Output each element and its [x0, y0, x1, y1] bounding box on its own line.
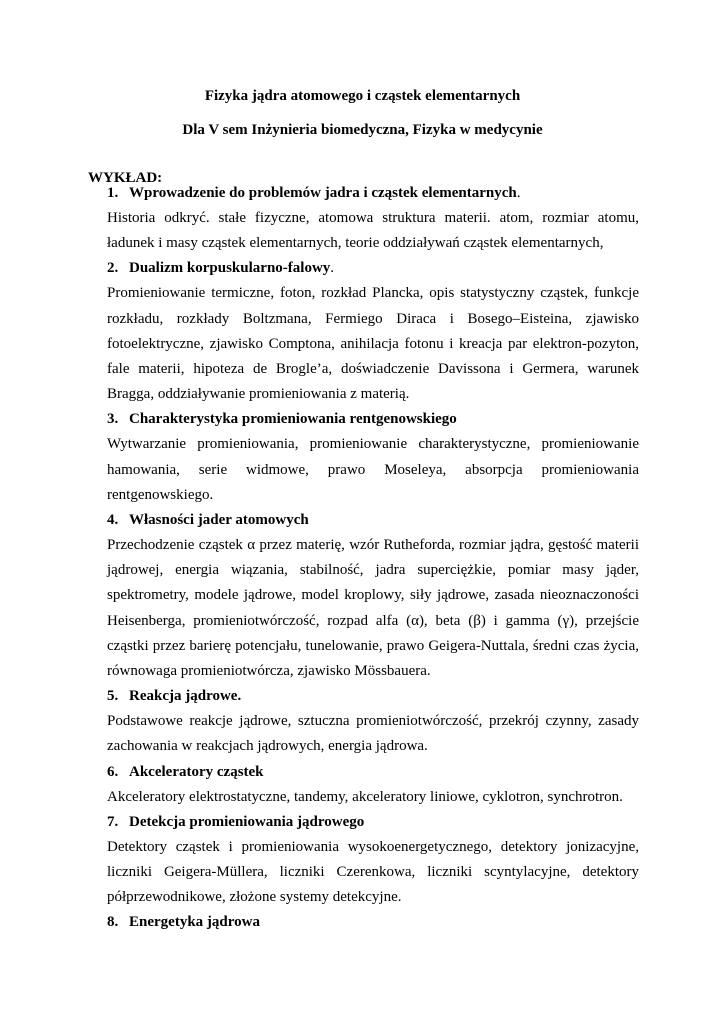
lecture-item-body: Historia odkryć. stałe fizyczne, atomowa struktura materii. atom, rozmiar atomu, ładunek i masy cząstek elementarnych, teorie oddziaływań cząstek elementarnych, — [107, 210, 639, 252]
lecture-item-title: Dualizm korpuskularno-falowy — [129, 260, 331, 277]
lecture-item-title: Detekcja promieniowania jądrowego — [129, 813, 365, 830]
lecture-item — [107, 508, 639, 684]
lecture-item-title: Reakcja jądrowe. — [129, 688, 242, 705]
lecture-item-heading — [107, 684, 639, 709]
lecture-item-title: Wprowadzenie do problemów jadra i cząstek elementarnych — [129, 185, 517, 201]
lecture-item — [107, 256, 639, 407]
lecture-item-number: 8. — [107, 914, 119, 931]
section-label: WYKŁAD: — [88, 170, 163, 186]
lecture-item-title-trail: . — [330, 260, 335, 277]
lecture-item-body: Przechodzenie cząstek α przez materię, wzór Rutheforda, rozmiar jądra, gęstość materii jądrowej, energia wiązania, stabilność, jadra superciężkie, pomiar masy jąder, spektrometry, modele jądrowe, model kroplowy, siły jądrowe, zasada nieoznaczoności Heisenberga, promieniotwórczość, rozpad alfa (α), beta (β) i gamma (γ), przejście cząstki przez barierę potencjału, tunelowanie, prawo Geigera-Nuttala, średni czas życia, równowaga promieniotwórcza, zjawisko Mössbauera. — [107, 537, 639, 680]
lecture-item — [107, 684, 639, 759]
lecture-item-heading — [107, 810, 639, 835]
lecture-item-body: Wytwarzanie promieniowania, promieniowanie charakterystyczne, promieniowanie hamowania, serie widmowe, prawo Moseleya, absorpcja promieniowania rentgenowskiego. — [107, 436, 639, 503]
lecture-item-number: 7. — [107, 813, 119, 830]
lecture-item — [107, 760, 639, 810]
lecture-item-title: Energetyka jądrowa — [129, 914, 260, 931]
lecture-item — [107, 810, 639, 911]
lecture-item-heading — [107, 256, 639, 281]
lecture-item — [107, 407, 639, 508]
lecture-list — [107, 181, 639, 935]
lecture-item-number: 6. — [107, 763, 119, 780]
lecture-item-heading — [107, 760, 639, 785]
lecture-item-heading — [107, 910, 639, 935]
lecture-item-number: 2. — [107, 260, 119, 277]
lecture-item-number: 5. — [107, 688, 119, 705]
lecture-item-heading — [107, 181, 639, 206]
lecture-item-title: Własności jader atomowych — [129, 512, 309, 529]
lecture-item — [107, 181, 639, 256]
lecture-item-body: Promieniowanie termiczne, foton, rozkład Plancka, opis statystyczny cząstek, funkcje rozkładu, rozkłady Boltzmana, Fermiego Diraca i Bosego–Eisteina, zjawisko fotoelektryczne, zjawisko Comptona, anihilacja fotonu i kreacja par elektron-pozyton, fale materii, hipoteza de Brogle’a, doświadczenie Davissona i Germera, warunek Bragga, oddziaływanie promieniowania z materią. — [107, 285, 639, 403]
lecture-item-body: Detektory cząstek i promieniowania wysokoenergetycznego, detektory jonizacyjne, liczniki Geigera-Müllera, liczniki Czerenkowa, liczniki scyntylacyjne, detektory półprzewodnikowe, złożone systemy detekcyjne. — [107, 838, 639, 906]
lecture-item-number: 1. — [107, 185, 119, 201]
lecture-item-title-trail: . — [516, 185, 521, 201]
lecture-item-title: Charakterystyka promieniowania rentgenowskiego — [129, 411, 457, 428]
document-title: Fizyka jądra atomowego i cząstek elementarnych — [204, 88, 521, 104]
lecture-item-body: Akceleratory elektrostatyczne, tandemy, akceleratory liniowe, cyklotron, synchrotron. — [107, 788, 623, 805]
lecture-item-number: 4. — [107, 512, 119, 529]
lecture-item-number: 3. — [107, 411, 119, 428]
lecture-item-body: Podstawowe reakcje jądrowe, sztuczna promieniotwórczość, przekrój czynny, zasady zachowania w reakcjach jądrowych, energia jądrowa. — [107, 713, 639, 755]
lecture-item-heading — [107, 508, 639, 533]
lecture-item-heading — [107, 407, 639, 432]
document-subtitle: Dla V sem Inżynieria biomedyczna, Fizyka w medycynie — [182, 122, 543, 138]
lecture-item — [107, 910, 639, 935]
lecture-item-title: Akceleratory cząstek — [129, 763, 264, 780]
